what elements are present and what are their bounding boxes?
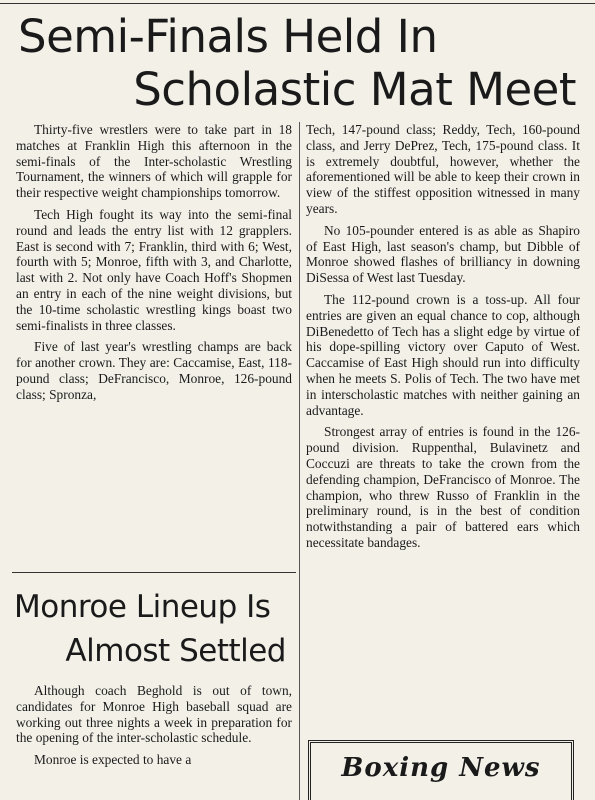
article2-headline-line1: Monroe Lineup Is — [14, 589, 271, 625]
article2-paragraph: Although coach Beghold is out of town, candidates for Monroe High baseball squad are working out three nights a week in preparation for the opening of the inter-scholastic schedule. — [16, 683, 292, 746]
article1-paragraph-continued: Tech, 147-pound class; Reddy, Tech, 160-pound class, and Jerry DePrez, Tech, 175-pound class. It is extremely doubtful, however, whether the aforementioned will be able to keep their crown in view of the stiffest opposition witnessed in many years. — [306, 122, 580, 216]
article1-headline — [18, 10, 588, 116]
article-separator — [12, 572, 296, 573]
article2-headline — [14, 585, 294, 673]
article1-paragraph: The 112-pound crown is a toss-up. All four entries are given an equal chance to cop, although DiBenedetto of Tech has a slight edge by virtue of his dope-spilling victory over Caputo of West. Caccamise of East High should run into difficulty when he meets S. Polis of Tech. The two have met in interscholastic matches with neither gaining an advantage. — [306, 291, 580, 418]
article2-column — [16, 683, 292, 800]
article1-paragraph: Tech High fought its way into the semi-final round and leads the entry list with 12 grapplers. East is second with 7; Franklin, third with 6; West, fourth with 5; Monroe, fifth with 3, and Charlotte, last with 2. Not only have Coach Hoff's Shopmen an entry in each of the nine weight divisions, but the 10-time scholastic wrestling kings boast two semi-finalists in three classes. — [16, 206, 292, 333]
article1-paragraph: Five of last year's wrestling champs are back for another crown. They are: Caccamise, East, 118-pound class; DeFrancisco, Monroe, 126-pound class; Spronza, — [16, 339, 292, 402]
article1-right-column — [306, 122, 580, 720]
article1-paragraph: Strongest array of entries is found in the 126-pound division. Ruppenthal, Bulavinetz and Coccuzi are threats to take the crown from the defending champion, DeFrancisco of Monroe. The champion, who threw Russo of Franklin in the preliminary round, is in the best of condition notwithstanding a pair of battered ears which necessitate bandages. — [306, 424, 580, 550]
boxing-news-title: Boxing News — [341, 753, 541, 783]
article2-headline-line2: Almost Settled — [65, 633, 286, 669]
article1-paragraph: Thirty-five wrestlers were to take part in 18 matches at Franklin High this afternoon in the semi-finals of the Inter-scholastic Wrestling Tournament, the winners of which will grapple for their respective weight championships tomorrow. — [16, 122, 292, 201]
article1-headline-line2: Scholastic Mat Meet — [133, 63, 576, 116]
boxing-news-banner — [308, 740, 574, 800]
article1-paragraph: No 105-pounder entered is as able as Shapiro of East High, last season's champ, but Dibble of Monroe showed flashes of brilliancy in downing DiSessa of West last Tuesday. — [306, 222, 580, 286]
article1-headline-line1: Semi-Finals Held In — [18, 10, 438, 63]
column-divider — [299, 122, 300, 800]
article2-paragraph: Monroe is expected to have a — [34, 752, 192, 768]
article1-left-column — [16, 122, 292, 562]
top-rule — [0, 3, 595, 4]
